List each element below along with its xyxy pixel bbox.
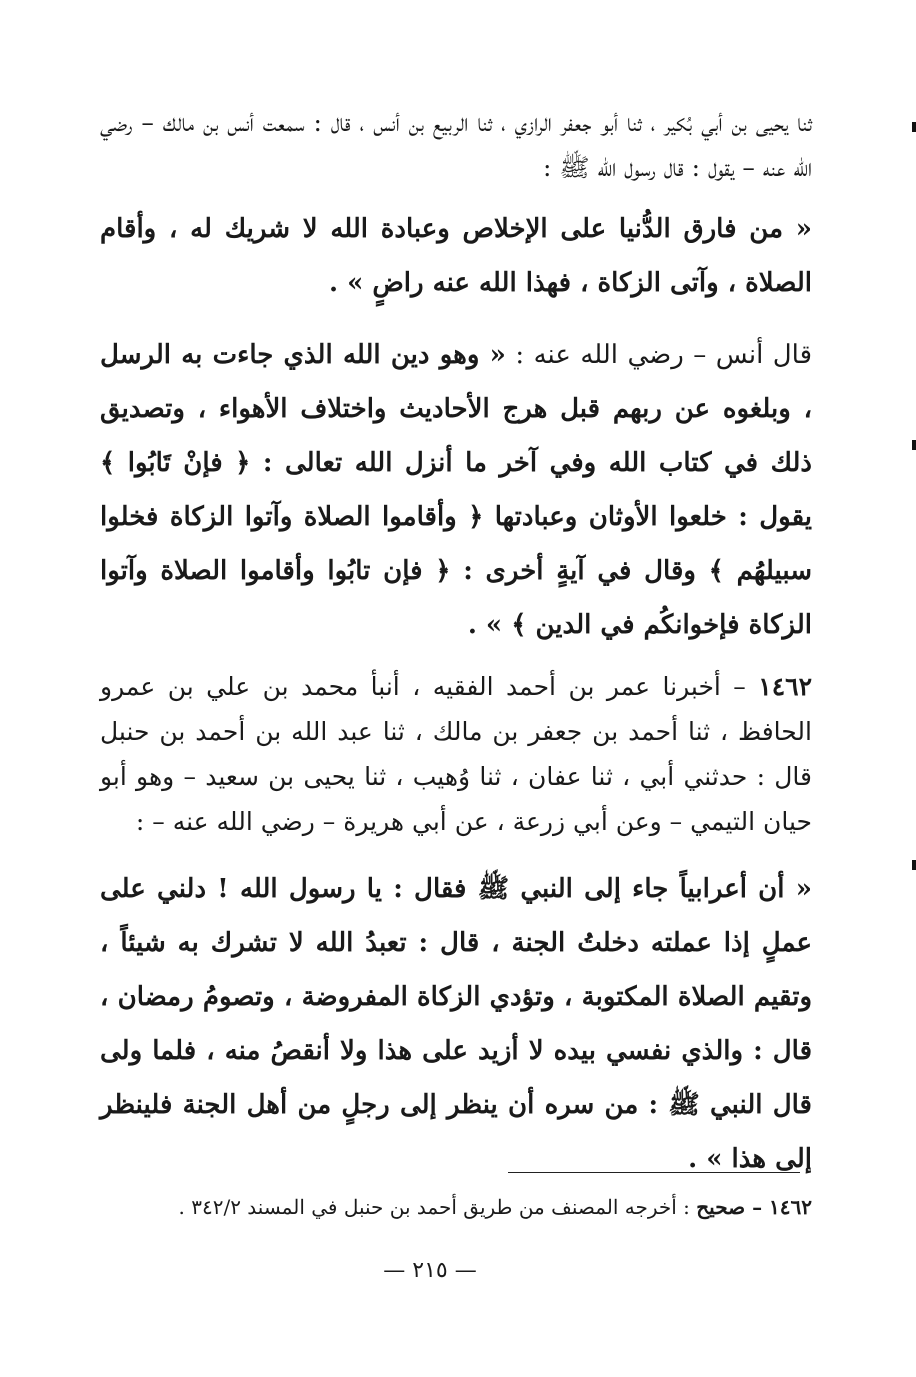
page-body	[100, 100, 812, 1186]
hadith-matn-paragraph: « أن أعرابياً جاء إلى النبي ﷺ فقال : يا رسول الله ! دلني على عملٍ إذا عملته دخلتُ الجنة ، قال : تعبدُ الله لا تشرك به شيئاً ، وتقيم الصلاة المكتوبة ، وتؤدي الزكاة المفروضة ، وتصومُ رمضان ، قال : والذي نفسي بيده لا أزيد على هذا ولا أنقصُ منه ، فلما ولى قال النبي ﷺ : من سره أن ينظر إلى رجلٍ من أهل الجنة فلينظر إلى هذا » .	[100, 874, 812, 1174]
numbered-isnad-paragraph	[100, 664, 812, 844]
commentary-text: « وهو دين الله الذي جاءت به الرسل ، وبلغوه عن ربهم قبل هرج الأحاديث واختلاف الأهواء ، وتصديق ذلك في كتاب الله وفي آخر ما أنزل الله تعالى : ﴿ فإنْ تَابُوا ﴾ يقول : خلعوا الأوثان وعبادتها ﴿ وأقاموا الصلاة وآتوا الزكاة فخلوا سبيلهُم ﴾ وقال في آيةٍ أخرى : ﴿ فإن تابُوا وأقاموا الصلاة وآتوا الزكاة فإخوانكُم في الدين ﴾ » .	[100, 340, 812, 640]
footnote	[80, 1190, 812, 1224]
edge-mark	[912, 860, 916, 870]
page-number: — ٢١٥ —	[383, 1258, 477, 1283]
footnote-divider	[508, 1172, 800, 1173]
footnote-text: : أخرجه المصنف من طريق أحمد بن حنبل في المسند ٣٤٢/٢ .	[178, 1195, 697, 1219]
footnote-number: ١٤٦٢	[769, 1195, 812, 1219]
isnad-paragraph: ثنا يحيى بن أبي بُكير ، ثنا أبو جعفر الرازي ، ثنا الربيع بن أنس ، قال : سمعت أنس بن مالك – رضي الله عنه – يقول : قال رسول الله ﷺ :	[100, 108, 812, 182]
hadith-number: ١٤٦٢	[758, 672, 812, 701]
hadith-text-paragraph: « من فارق الدُّنيا على الإخلاص وعبادة الله لا شريك له ، وأقام الصلاة ، وآتى الزكاة ، فهذا الله عنه راضٍ » .	[100, 214, 812, 298]
numbered-isnad-text: – أخبرنا عمر بن أحمد الفقيه ، أنبأ محمد بن علي بن عمرو الحافظ ، ثنا أحمد بن جعفر بن مالك ، ثنا عبد الله بن أحمد بن حنبل قال : حدثني أبي ، ثنا عفان ، ثنا وُهيب ، ثنا يحيى بن سعيد – وهو أبو حيان التيمي – وعن أبي زرعة ، عن أبي هريرة – رضي الله عنه – :	[100, 672, 812, 836]
commentary-paragraph	[100, 328, 812, 652]
footnote-grade: – صحيح	[696, 1195, 770, 1219]
commentary-lead: قال أنس – رضي الله عنه :	[505, 340, 812, 370]
edge-mark	[912, 440, 916, 450]
edge-mark	[912, 122, 916, 132]
